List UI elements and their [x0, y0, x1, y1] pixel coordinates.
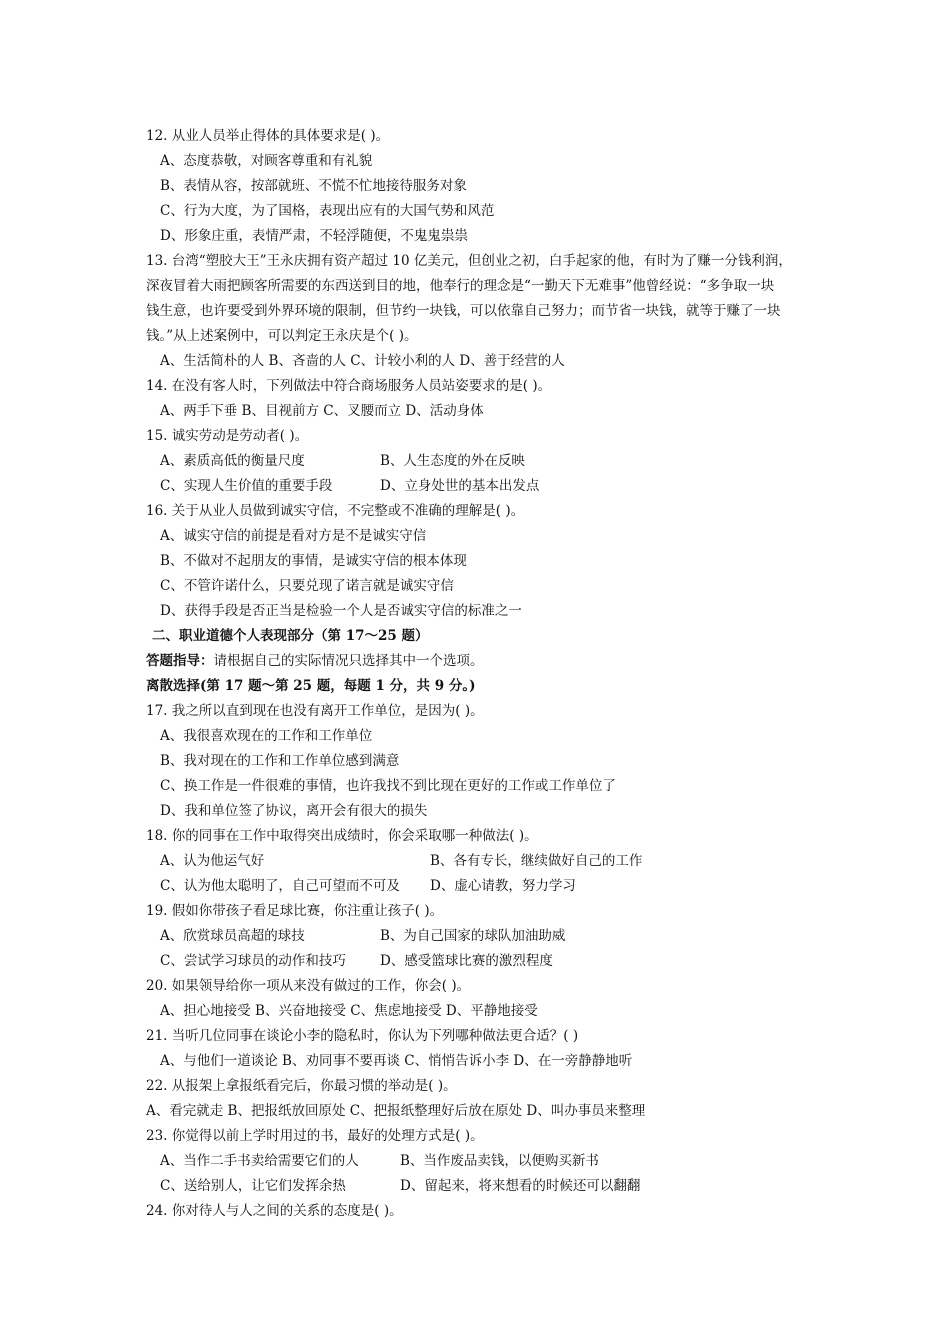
question-23: 23. 你觉得以前上学时用过的书，最好的处理方式是( )。	[146, 1128, 484, 1144]
question-21: 21. 当听几位同事在谈论小李的隐私时，你认为下列哪种做法更合适？( )	[146, 1028, 579, 1044]
question-18: 18. 你的同事在工作中取得突出成绩时，你会采取哪一种做法( )。	[146, 828, 538, 844]
q14-options: A、两手下垂 B、目视前方 C、叉腰而立 D、活动身体	[160, 403, 484, 419]
q16-option-d: D、获得手段是否正当是检验一个人是否诚实守信的标准之一	[160, 603, 522, 619]
q13-options: A、生活简朴的人 B、吝啬的人 C、计较小利的人 D、善于经营的人	[160, 353, 565, 369]
question-22: 22. 从报架上拿报纸看完后，你最习惯的举动是( )。	[146, 1078, 457, 1094]
q23-option-d: D、留起来，将来想看的时候还可以翻翻	[400, 1178, 641, 1194]
q12-option-a: A、态度恭敬，对顾客尊重和有礼貌	[160, 153, 373, 169]
q17-option-b: B、我对现在的工作和工作单位感到满意	[160, 753, 400, 769]
q17-option-a: A、我很喜欢现在的工作和工作单位	[160, 728, 373, 744]
q19-option-b: B、为自己国家的球队加油助威	[380, 928, 566, 944]
question-13-cont: 钱生意，也许要受到外界环境的限制，但节约一块钱，可以依靠自己努力；而节省一块钱，就等于赚了一块	[146, 303, 781, 319]
instructions	[146, 651, 484, 671]
question-13: 13. 台湾“塑胶大王”王永庆拥有资产超过 10 亿美元，但创业之初，白手起家的他，有时为了赚一分钱利润，	[146, 253, 792, 269]
q19-option-c: C、尝试学习球员的动作和技巧	[160, 953, 346, 969]
q23-option-b: B、当作废品卖钱，以便购买新书	[400, 1153, 599, 1169]
question-17: 17. 我之所以直到现在也没有离开工作单位，是因为( )。	[146, 703, 484, 719]
q18-option-d: D、虚心请教，努力学习	[430, 878, 576, 894]
instructions-text: 请根据自己的实际情况只选择其中一个选项。	[213, 653, 484, 669]
q17-option-d: D、我和单位签了协议，离开会有很大的损失	[160, 803, 428, 819]
q15-option-a: A、素质高低的衡量尺度	[160, 453, 305, 469]
q15-option-b: B、人生态度的外在反映	[380, 453, 525, 469]
q15-option-d: D、立身处世的基本出发点	[380, 478, 540, 494]
q20-options: A、担心地接受 B、兴奋地接受 C、焦虑地接受 D、平静地接受	[160, 1003, 538, 1019]
question-12: 12. 从业人员举止得体的具体要求是( )。	[146, 128, 390, 144]
q16-option-c: C、不管许诺什么，只要兑现了诺言就是诚实守信	[160, 578, 454, 594]
q18-option-b: B、各有专长，继续做好自己的工作	[430, 853, 643, 869]
instructions-label: 答题指导：	[146, 653, 214, 669]
question-13-cont: 深夜冒着大雨把顾客所需要的东西送到目的地，他奉行的理念是“一勤天下无难事”他曾经说：“多争取一块	[146, 278, 775, 294]
q16-option-a: A、诚实守信的前提是看对方是不是诚实守信	[160, 528, 427, 544]
q17-option-c: C、换工作是一件很难的事情，也许我找不到比现在更好的工作或工作单位了	[160, 778, 616, 794]
q19-option-d: D、感受篮球比赛的激烈程度	[380, 953, 553, 969]
q21-options: A、与他们一道谈论 B、劝同事不要再谈 C、悄悄告诉小李 D、在一旁静静地听	[160, 1053, 633, 1069]
question-15: 15. 诚实劳动是劳动者( )。	[146, 428, 309, 444]
question-24: 24. 你对待人与人之间的关系的态度是( )。	[146, 1203, 403, 1219]
q22-options: A、看完就走 B、把报纸放回原处 C、把报纸整理好后放在原处 D、叫办事员来整理	[146, 1103, 646, 1119]
q15-option-c: C、实现人生价值的重要手段	[160, 478, 333, 494]
q23-option-c: C、送给别人，让它们发挥余热	[160, 1178, 346, 1194]
q12-option-b: B、表情从容，按部就班、不慌不忙地接待服务对象	[160, 178, 467, 194]
q12-option-d: D、形象庄重，表情严肃，不轻浮随便，不鬼鬼祟祟	[160, 228, 468, 244]
question-14: 14. 在没有客人时，下列做法中符合商场服务人员站姿要求的是( )。	[146, 378, 552, 394]
section-heading: 二、职业道德个人表现部分（第 17～25 题）	[152, 628, 429, 644]
q23-option-a: A、当作二手书卖给需要它们的人	[160, 1153, 359, 1169]
q16-option-b: B、不做对不起朋友的事情，是诚实守信的根本体现	[160, 553, 467, 569]
question-20: 20. 如果领导给你一项从来没有做过的工作，你会( )。	[146, 978, 471, 994]
q19-option-a: A、欣赏球员高超的球技	[160, 928, 305, 944]
q12-option-c: C、行为大度，为了国格，表现出应有的大国气势和风范	[160, 203, 495, 219]
question-16: 16. 关于从业人员做到诚实守信，不完整或不准确的理解是( )。	[146, 503, 525, 519]
q18-option-a: A、认为他运气好	[160, 853, 265, 869]
subsection-heading: 离散选择(第 17 题～第 25 题，每题 1 分，共 9 分。)	[146, 678, 476, 694]
q18-option-c: C、认为他太聪明了，自己可望而不可及	[160, 878, 400, 894]
question-19: 19. 假如你带孩子看足球比赛，你注重让孩子( )。	[146, 903, 444, 919]
question-13-cont: 钱。”从上述案例中，可以判定王永庆是个( )。	[146, 328, 418, 344]
